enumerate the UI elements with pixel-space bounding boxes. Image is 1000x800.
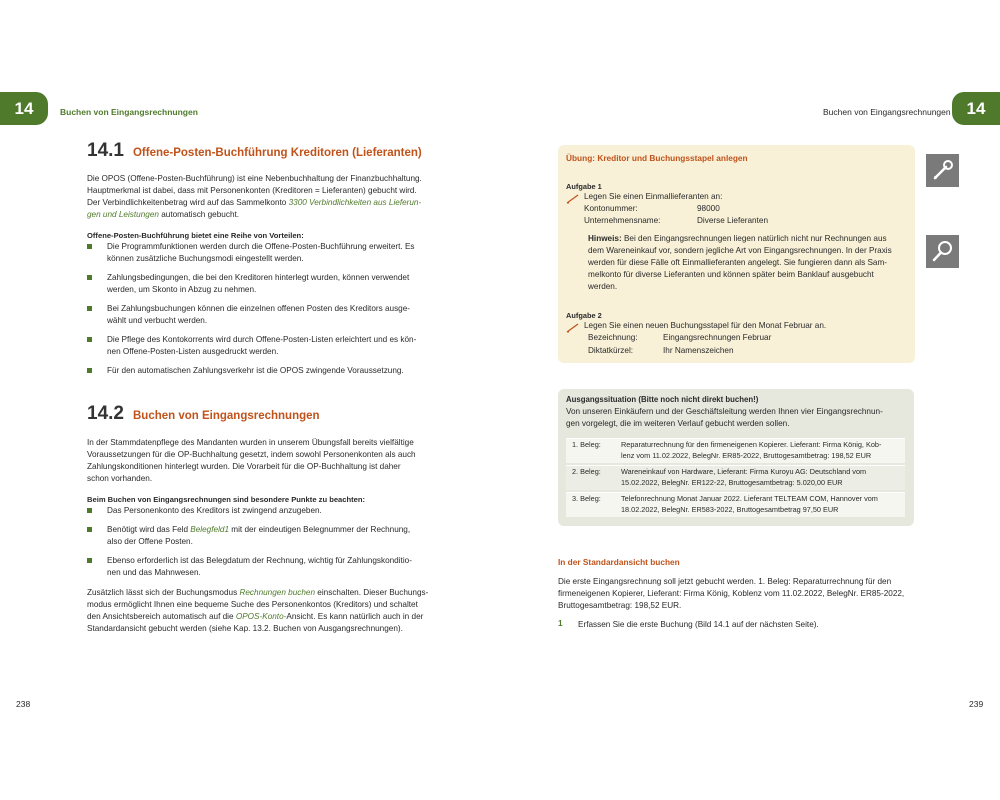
chapter-tab-left: 14	[0, 92, 48, 125]
section-title: Buchen von Eingangsrechnungen	[132, 410, 320, 422]
list-item: Die Pflege des Kontokorrents wird durch Offene-Posten-Listen erleichtert und es kön- nen Offene-Posten-Listen ausgedruckt werden.	[87, 334, 443, 358]
section-14-2-heading	[87, 403, 320, 425]
step-number: 1	[558, 619, 563, 628]
page-number-left: 238	[16, 699, 31, 709]
task1-label: Aufgabe 1	[566, 182, 602, 191]
task1-text: Legen Sie einen Einmallieferanten an:	[584, 192, 723, 201]
intro-line: gen und Leistungen automatisch gebucht.	[87, 210, 240, 219]
list-item: Das Personenkonto des Kreditors ist zwingend anzugeben.	[87, 505, 443, 517]
beleg-text: Reparaturrechnung für den firmeneigenen Kopierer. Lieferant: Firma König, Kob- lenz vom 11.02.2022, BelegNr. ER85-2022, Bruttogesamtbetrag: 198,52 EUR	[621, 440, 882, 460]
beleg-label: 1. Beleg:	[572, 440, 601, 449]
exercise-title: Übung: Kreditor und Buchungsstapel anlegen	[566, 153, 748, 163]
list-item: Für den automatischen Zahlungsverkehr ist die OPOS zwingende Voraussetzung.	[87, 365, 443, 377]
running-title-right: Buchen von Eingangsrechnungen	[823, 107, 951, 117]
chapter-tab-right: 14	[952, 92, 1000, 125]
beleg-label: 2. Beleg:	[572, 467, 601, 476]
hint-label: Hinweis:	[588, 234, 622, 243]
intro-line: Hauptmerkmal ist dabei, dass mit Personenkonten (Kreditoren = Lieferanten) gebucht wird.	[87, 186, 417, 195]
page-number-right: 239	[969, 699, 984, 709]
beleg-text: Telefonrechnung Monat Januar 2022. Lieferant TELTEAM COM, Hannover vom 18.02.2022, BelegNr. ER583-2022, Bruttogesamtbetrag 97,50 EUR	[621, 494, 878, 514]
beleg-row	[566, 438, 905, 463]
diktat-label: Diktatkürzel:	[588, 346, 634, 355]
section-number: 14.1	[87, 140, 124, 161]
section-number: 14.2	[87, 403, 124, 424]
running-title-left: Buchen von Eingangsrechnungen	[60, 107, 198, 117]
points-heading: Beim Buchen von Eingangsrechnungen sind besondere Punkte zu beachten:	[87, 495, 366, 504]
advantages-list	[87, 241, 443, 377]
account-link: 3300 Verbindlichkeiten aus Lieferun-	[288, 198, 422, 207]
list-item: Bei Zahlungsbuchungen können die einzelnen offenen Posten des Kreditors ausge- wählt und verbucht werden.	[87, 303, 443, 327]
list-item: Die Programmfunktionen werden durch die Offene-Posten-Buchführung erweitert. Es können zusätzliche Buchungsmodi eingestellt werden.	[87, 241, 443, 265]
wrench-icon	[926, 154, 959, 187]
beleg-text: Wareneinkauf von Hardware, Lieferant: Firma Kuroyu AG: Deutschland vom 15.02.2022, BelegNr. ER122-22, Bruttogesamtbetrag: 5.020,00 EUR	[621, 467, 867, 487]
diktat-value: Ihr Namenszeichen	[663, 346, 734, 355]
kontonummer-value: 98000	[697, 204, 720, 213]
field-link: Belegfeld1	[190, 525, 229, 534]
magnifier-icon	[926, 235, 959, 268]
situation-text: Von unseren Einkäufern und der Geschäftsleitung werden Ihnen vier Eingangsrechnun- gen vorgelegt, die im weiteren Verlauf gebucht werden sollen.	[566, 407, 883, 428]
pencil-icon	[566, 194, 579, 204]
section-14-2-closing: Zusätzlich lässt sich der Buchungsmodus Rechnungen buchen einschalten. Dieser Buchungs- modus ermöglicht Ihnen eine bequeme Suche des Personenkontos (Kreditors) und schaltet den Ansichtsbereich automatisch auf die OPOS-Konto-Ansicht. Es kann natürlich auch in der Standardansicht gebucht werden (siehe Kap. 13.2. Buchen von Ausgangsrechnungen).	[87, 588, 429, 633]
section-title: Offene-Posten-Buchführung Kreditoren (Lieferanten)	[132, 147, 422, 159]
list-item: Zahlungsbedingungen, die bei den Kreditoren hinterlegt wurden, können verwendet werden, um Skonto in Abzug zu nehmen.	[87, 272, 443, 296]
beleg-row	[566, 492, 905, 517]
bezeichnung-label: Bezeichnung:	[588, 333, 638, 342]
intro-line: Der Verbindlichkeitenbetrag wird auf das Sammelkonto 3300 Verbindlichkeiten aus Lieferun-	[87, 198, 422, 207]
unternehmen-value: Diverse Lieferanten	[697, 216, 768, 225]
pencil-icon	[566, 323, 579, 333]
kontonummer-label: Kontonummer:	[584, 204, 638, 213]
list-item: Ebenso erforderlich ist das Belegdatum der Rechnung, wichtig für Zahlungskonditio- nen und das Mahnwesen.	[87, 555, 443, 579]
beleg-label: 3. Beleg:	[572, 494, 601, 503]
list-item: Benötigt wird das Feld Belegfeld1 mit der eindeutigen Belegnummer der Rechnung, also der Offene Posten.	[87, 524, 443, 548]
section-14-1-intro	[87, 173, 443, 221]
mode-link: Rechnungen buchen	[239, 588, 316, 597]
task2-label: Aufgabe 2	[566, 311, 602, 320]
beleg-row	[566, 465, 905, 490]
standard-view-heading: In der Standardansicht buchen	[558, 557, 680, 567]
points-list	[87, 505, 443, 579]
hint-paragraph: Hinweis: Bei den Eingangsrechnungen liegen natürlich nicht nur Rechnungen aus dem Wareneinkauf vor, sondern jegliche Art von Eingangsrechnungen. In der Praxis werden für diese Fälle oft Einmallieferanten angelegt. Sie fungieren dann als Sam- melkonto für diverse Lieferanten und können später beim Banklauf ausgebucht werden.	[588, 234, 892, 291]
account-link: gen und Leistungen	[87, 210, 159, 219]
task2-text: Legen Sie einen neuen Buchungsstapel für den Monat Februar an.	[584, 321, 827, 330]
situation-title: Ausgangssituation (Bitte noch nicht direkt buchen!)	[566, 395, 759, 404]
standard-view-text: Die erste Eingangsrechnung soll jetzt gebucht werden. 1. Beleg: Reparaturrechnung für den firmeneigenen Kopierer, Lieferant: Firma König, Koblenz vom 11.02.2022, BelegNr. ER85-2022, Bruttogesamtbetrag: 198,52 EUR.	[558, 577, 905, 610]
bezeichnung-value: Eingangsrechnungen Februar	[663, 333, 772, 342]
section-14-2-intro: In der Stammdatenpflege des Mandanten wurden in unserem Übungsfall bereits vielfältige Voraussetzungen für die OP-Buchhaltung gesetzt, indem sowohl Personenkonten als auch Zahlungskonditionen hinterlegt wurden. Die Vorarbeit für die OP-Buchhaltung ist daher schon vorhanden.	[87, 438, 416, 483]
advantages-heading: Offene-Posten-Buchführung bietet eine Reihe von Vorteilen:	[87, 231, 304, 240]
intro-line: Die OPOS (Offene-Posten-Buchführung) ist eine Nebenbuchhaltung der Finanzbuchhaltung.	[87, 174, 422, 183]
unternehmen-label: Unternehmensname:	[584, 216, 661, 225]
view-link: OPOS-Konto-	[235, 612, 287, 621]
section-14-1-heading	[87, 140, 422, 162]
step-text: Erfassen Sie die erste Buchung (Bild 14.1 auf der nächsten Seite).	[578, 620, 819, 629]
